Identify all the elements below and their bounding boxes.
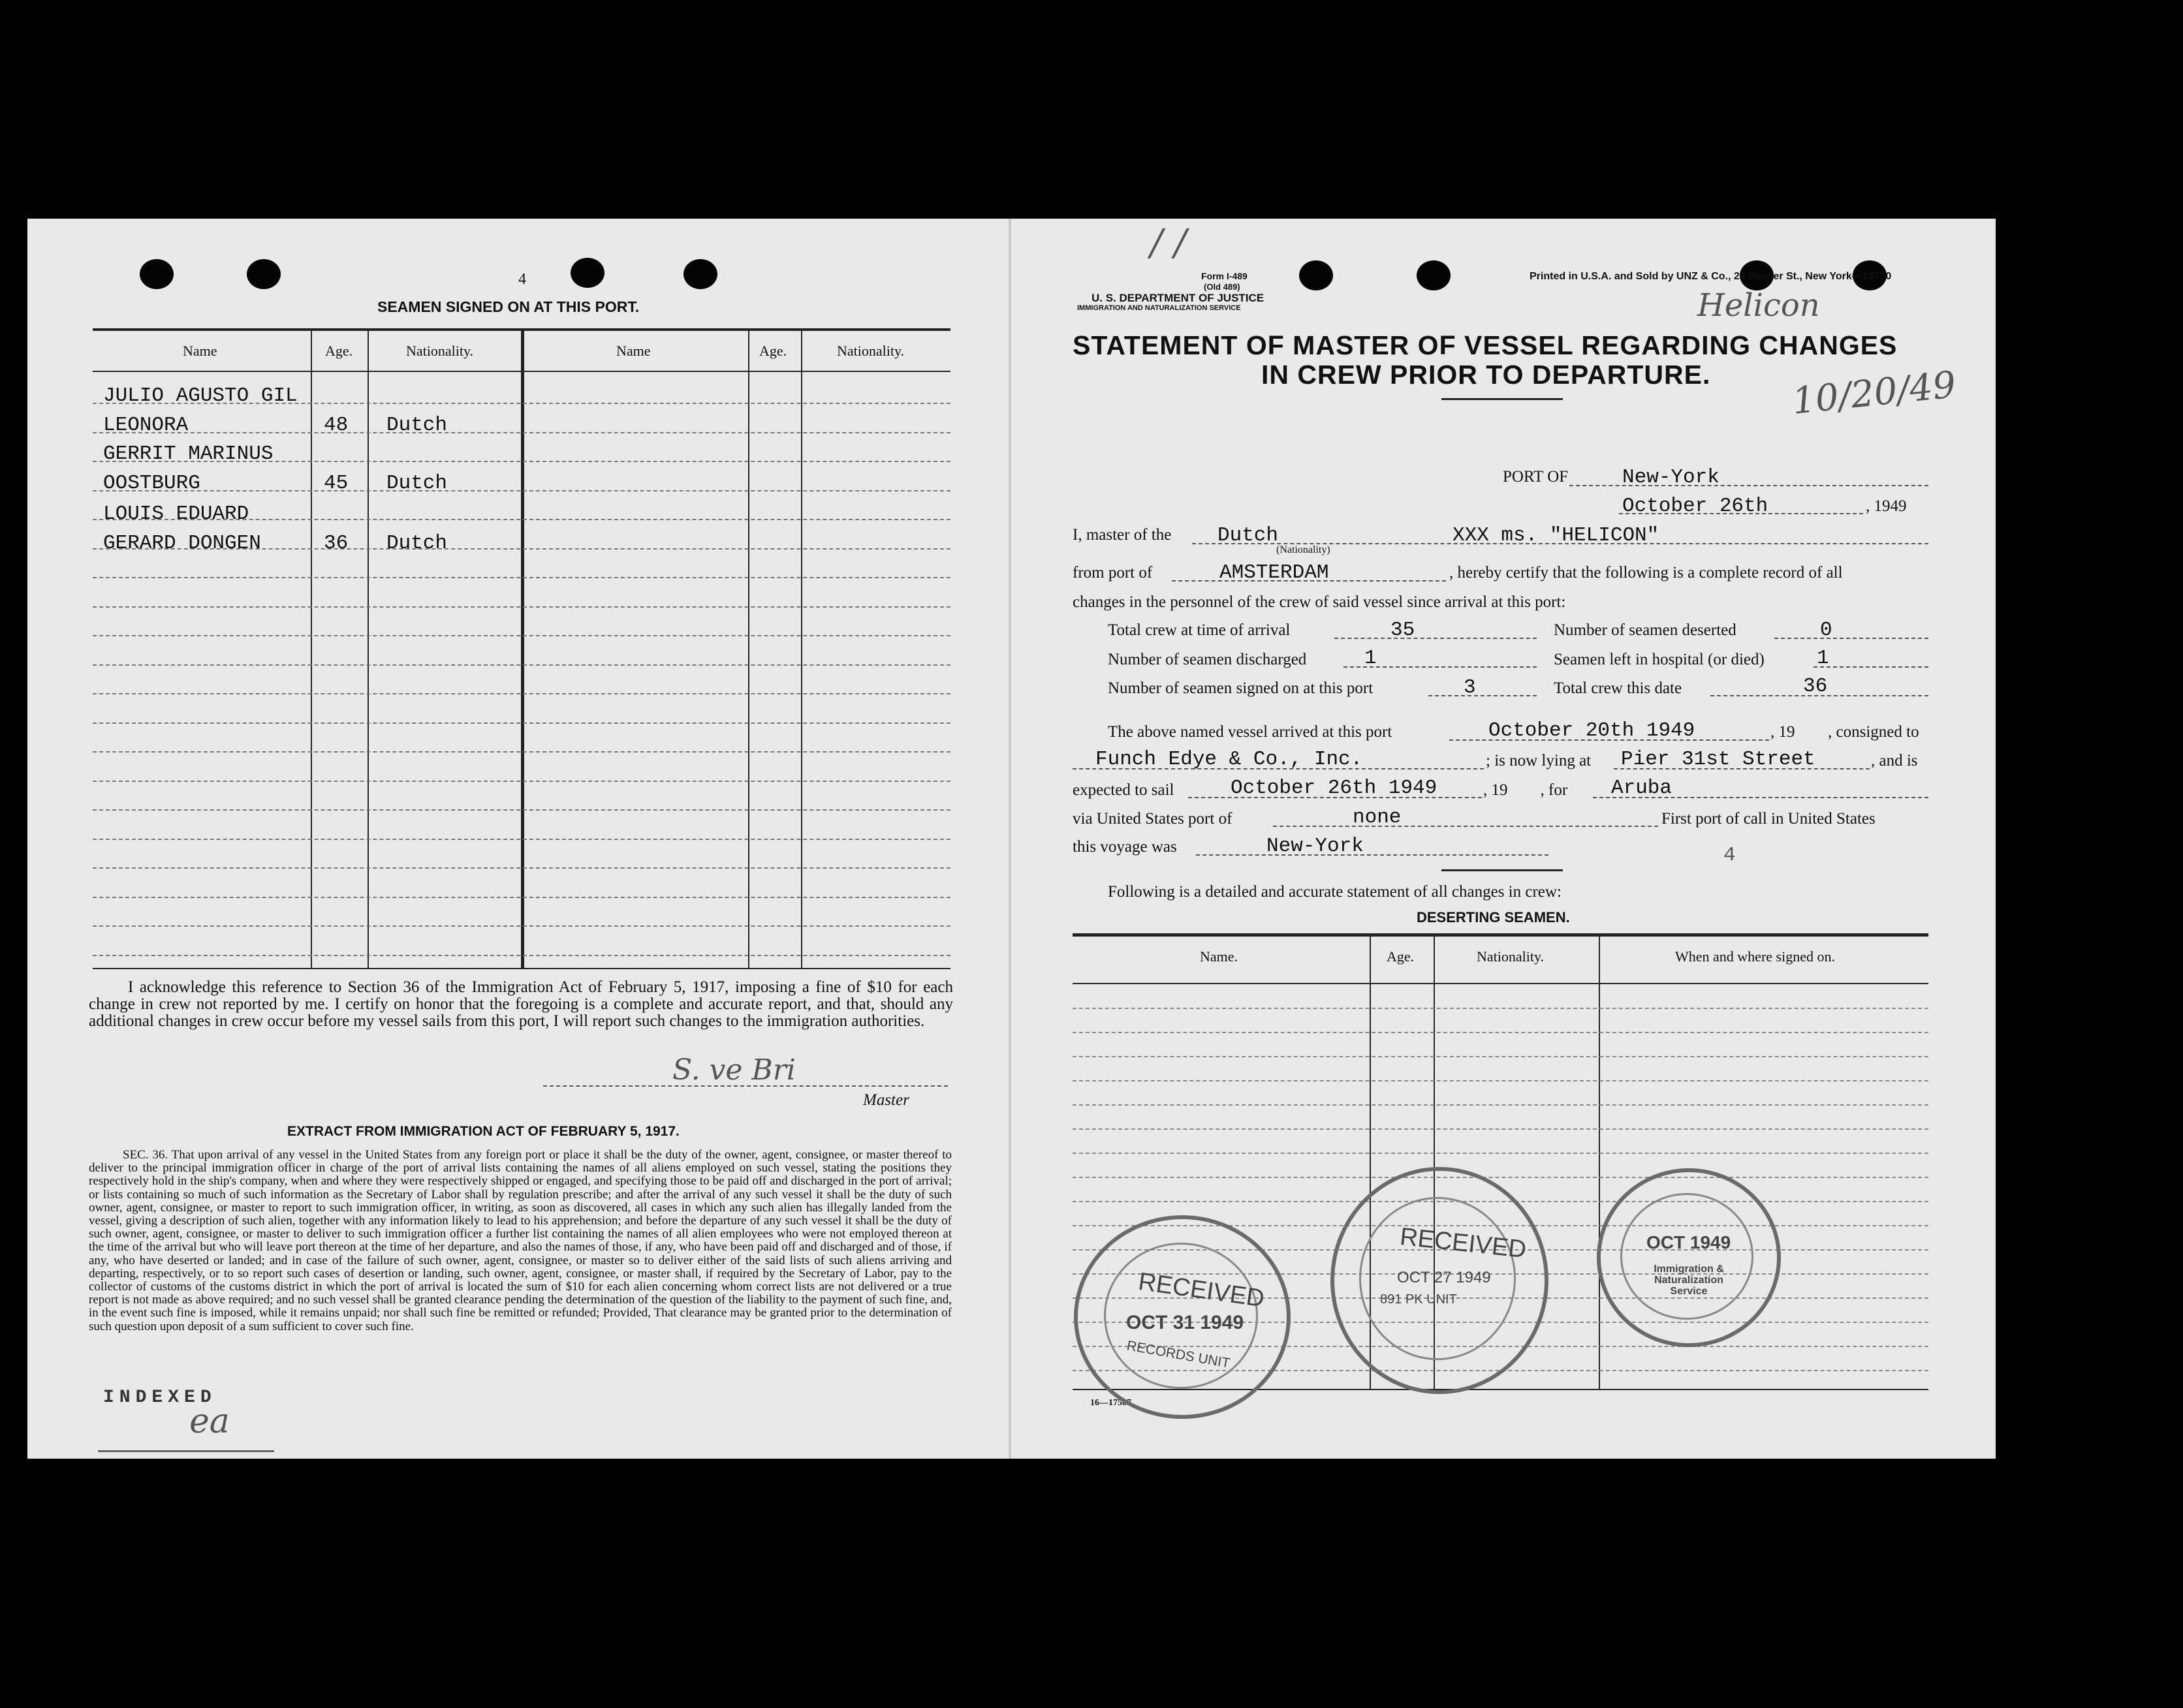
immigration-naturalization-stamp: OCT 1949 Immigration & Naturalization Service [1597, 1168, 1781, 1347]
date-value: October 26th [1622, 495, 1768, 518]
arrived-label: The above named vessel arrived at this port [1108, 723, 1392, 741]
consignee-value: Funch Edye & Co., Inc. [1095, 748, 1363, 771]
year-label: , 1949 [1866, 497, 1907, 515]
master-signature: S. ve Bri [672, 1053, 796, 1087]
col-header-age-2: Age. [759, 343, 787, 359]
master-label: Master [863, 1091, 909, 1109]
acknowledgment-text: I acknowledge this reference to Section 36 of the Immigration Act of February 5, 1917, imposing a fine of $10 for each change in crew not reported by me. I certify on honor that the foregoing is a complete and accurate report, and that, should any additional changes in crew occur before my vessel sails from this port, I will report such changes to the immigration authorities. [89, 978, 953, 1030]
desert-header-name: Name. [1200, 948, 1238, 965]
ledger-row-line [93, 722, 950, 724]
deserting-title: DESERTING SEAMEN. [1417, 909, 1570, 925]
received-stamp-records-unit: RECEIVED OCT 31 1949 RECORDS UNIT [1074, 1215, 1291, 1419]
ledger-row-line [93, 809, 950, 811]
hospital-label: Seamen left in hospital (or died) [1554, 651, 1765, 668]
certify-text: , hereby certify that the following is a complete record of all [1449, 564, 1843, 582]
port-value: New-York [1622, 466, 1720, 489]
extract-text: SEC. 36. That upon arrival of any vessel in the United States from any foreign port or place it shall be the duty of the owner, agent, consignee, or master thereof to deliver to the principal immigration officer in charge of the port of arrival lists containing the names of all aliens employed on such vessel, stating the positions they respectively hold in the ship's company, when and where they were respectively shipped or engaged, and specifying those to be paid off and discharged in the port of arrival; or lists containing so much of such information as the Secretary of Labor shall by regulation prescribe; and after the arrival of any such vessel it shall be the duty of such owner, agent, consignee, or master to report to such immigration officer, in writing, as soon as discovered, all cases in which any such alien has illegally landed from the vessel, giving a description of such alien, together with any information likely to lead to his apprehension; and before the departure of any such vessel it shall be the duty of such owner, agent, consignee, or master to deliver to such immigration officer a further list containing the names of all alien employees who were not employed thereon at the time of the arrival but who will leave port thereon at the time of her departure, and also the names of those, if any, who have been paid off and discharged and of those, if any, who have deserted or landed; and in case of the failure of such owner, agent, consignee, or master so to deliver either of the said lists of such aliens arriving and departing, respectively, or to so report such cases of desertion or landing, such owner, agent, consignee, or master shall, if required by the Secretary of Labor, pay to the collector of customs of the customs district in which the port of arrival is located the sum of $10 for each alien concerning whom correct lists are not delivered or a true report is not made as above required; and no such vessel shall be granted clearance pending the determination of the question of the liability to the payment of such fine, and, in the event such fine is imposed, while it remains unpaid; nor shall such fine be remitted or refunded; Provided, That clearance may be granted prior to the determination of such question upon deposit of a sum sufficient to cover such fine. [89, 1148, 952, 1333]
ledger-row-line [93, 955, 950, 956]
handwritten-mark: / / [1150, 222, 1187, 264]
deserting-row-line [1073, 1104, 1928, 1106]
deserting-row-line [1073, 1008, 1928, 1009]
department: U. S. DEPARTMENT OF JUSTICE [1092, 292, 1264, 304]
deserting-row-line [1073, 1032, 1928, 1033]
ledger-row-line [93, 664, 950, 666]
desert-header-age: Age. [1387, 948, 1415, 965]
handwritten-date: 10/20/49 [1790, 364, 1958, 423]
first-port-label: First port of call in United States [1661, 810, 1876, 828]
seaman-nationality: Dutch [386, 414, 448, 437]
expected-value: October 26th 1949 [1231, 777, 1437, 800]
page-number: 4 [518, 271, 526, 288]
total-today-value: 36 [1803, 675, 1828, 698]
indexed-initials: ea [189, 1402, 230, 1441]
deserted-label: Number of seamen deserted [1554, 621, 1736, 639]
seaman-last-name: OOSTBURG [103, 472, 200, 495]
from-port-label: from port of [1073, 564, 1153, 582]
ledger-row-line [93, 606, 950, 608]
deserting-row-line [1073, 1177, 1928, 1178]
extract-title: EXTRACT FROM IMMIGRATION ACT OF FEBRUARY 5, 1917. [287, 1124, 680, 1139]
received-stamp-unit: RECEIVED OCT 27 1949 891 PK UNIT [1330, 1167, 1548, 1394]
deserting-row-line [1073, 1056, 1928, 1057]
ledger-row-line [93, 897, 950, 898]
ledger-row-line [93, 867, 950, 869]
form-title-line-2: IN CREW PRIOR TO DEPARTURE. [1261, 360, 1711, 390]
punch-hole [571, 258, 605, 288]
lying-value: Pier 31st Street [1621, 748, 1815, 771]
seaman-first-name: GERRIT MARINUS [103, 443, 274, 465]
for-value: Aruba [1611, 777, 1673, 800]
desert-header-when-where: When and where signed on. [1675, 948, 1835, 965]
sheet-count: 4 [1723, 844, 1736, 867]
form-title-line-1: STATEMENT OF MASTER OF VESSEL REGARDING CHANGES [1073, 330, 1898, 360]
handwritten-vessel-name: Helicon [1697, 287, 1820, 324]
discharged-value: 1 [1364, 647, 1377, 670]
master-of-label: I, master of the [1073, 526, 1172, 544]
deserted-value: 0 [1820, 619, 1832, 642]
ledger-row-line [93, 577, 950, 578]
via-label: via United States port of [1073, 810, 1233, 828]
ledger-row-line [93, 781, 950, 782]
punch-hole [1417, 260, 1451, 290]
seaman-first-name: LOUIS EDUARD [103, 503, 249, 525]
following-text: Following is a detailed and accurate statement of all changes in crew: [1108, 883, 1562, 901]
ledger-row-line [93, 751, 950, 753]
col-header-nationality: Nationality. [406, 343, 474, 359]
vessel-name: XXX ms. "HELICON" [1453, 524, 1659, 547]
for-label: , 19 , for [1483, 781, 1568, 799]
ledger-row-line [93, 432, 950, 433]
arrived-value: October 20th 1949 [1488, 719, 1695, 742]
discharged-label: Number of seamen discharged [1108, 651, 1307, 668]
vessel-nationality: Dutch [1217, 524, 1279, 547]
via-value: none [1353, 806, 1402, 829]
seaman-nationality: Dutch [386, 472, 448, 495]
and-is-label: , and is [1871, 752, 1918, 769]
total-arrival-value: 35 [1390, 619, 1415, 642]
nationality-caption: (Nationality) [1276, 544, 1330, 555]
seaman-age: 36 [324, 532, 349, 555]
total-today-label: Total crew this date [1554, 679, 1682, 697]
ledger-row-line [93, 925, 950, 927]
form-old-number: (Old 489) [1204, 282, 1240, 292]
service: IMMIGRATION AND NATURALIZATION SERVICE [1077, 304, 1241, 312]
ledger-row-line [93, 490, 950, 491]
expected-label: expected to sail [1073, 781, 1174, 799]
form-number: Form I-489 [1201, 271, 1248, 281]
printer-note: Printed in U.S.A. and Sold by UNZ & Co., 24 Beaver St., New York—13730 [1530, 271, 1892, 282]
lying-label: ; is now lying at [1486, 752, 1592, 769]
signed-on-value: 3 [1464, 676, 1476, 699]
indexed-stamp: INDEXED [103, 1388, 217, 1408]
ledger-row-line [93, 693, 950, 694]
arrived-year-suffix: , 19 [1770, 723, 1795, 741]
hospital-value: 1 [1817, 647, 1829, 670]
punch-hole [247, 259, 281, 289]
deserting-row-line [1073, 1128, 1928, 1130]
seaman-first-name: JULIO AGUSTO GIL [103, 384, 298, 407]
port-label: PORT OF [1503, 468, 1569, 486]
page-fold [1009, 219, 1011, 1459]
voyage-value: New-York [1266, 835, 1364, 858]
punch-hole [683, 259, 717, 289]
changes-text: changes in the personnel of the crew of said vessel since arrival at this port: [1073, 593, 1566, 611]
signed-on-label: Number of seamen signed on at this port [1108, 679, 1374, 697]
from-port-value: AMSTERDAM [1219, 561, 1329, 584]
desert-header-nationality: Nationality. [1477, 948, 1545, 965]
consigned-label: , consigned to [1828, 723, 1919, 741]
seaman-last-name: GERARD DONGEN [103, 532, 261, 555]
col-header-nationality-2: Nationality. [837, 343, 905, 359]
voyage-label: this voyage was [1073, 838, 1177, 856]
seaman-nationality: Dutch [386, 532, 448, 555]
deserting-row-line [1073, 1080, 1928, 1081]
punch-hole [1299, 260, 1333, 290]
footer-code: 16—17587 [1090, 1398, 1131, 1408]
col-header-name: Name [183, 343, 217, 359]
total-arrival-label: Total crew at time of arrival [1108, 621, 1291, 639]
punch-hole [140, 259, 174, 289]
seaman-last-name: LEONORA [103, 414, 189, 437]
col-header-name-2: Name [616, 343, 651, 359]
ledger-row-line [93, 635, 950, 636]
col-header-age: Age. [325, 343, 353, 359]
seaman-age: 45 [324, 472, 349, 495]
seaman-age: 48 [324, 414, 349, 437]
section-title: SEAMEN SIGNED ON AT THIS PORT. [377, 298, 640, 315]
ledger-row-line [93, 839, 950, 840]
deserting-row-line [1073, 1153, 1928, 1154]
